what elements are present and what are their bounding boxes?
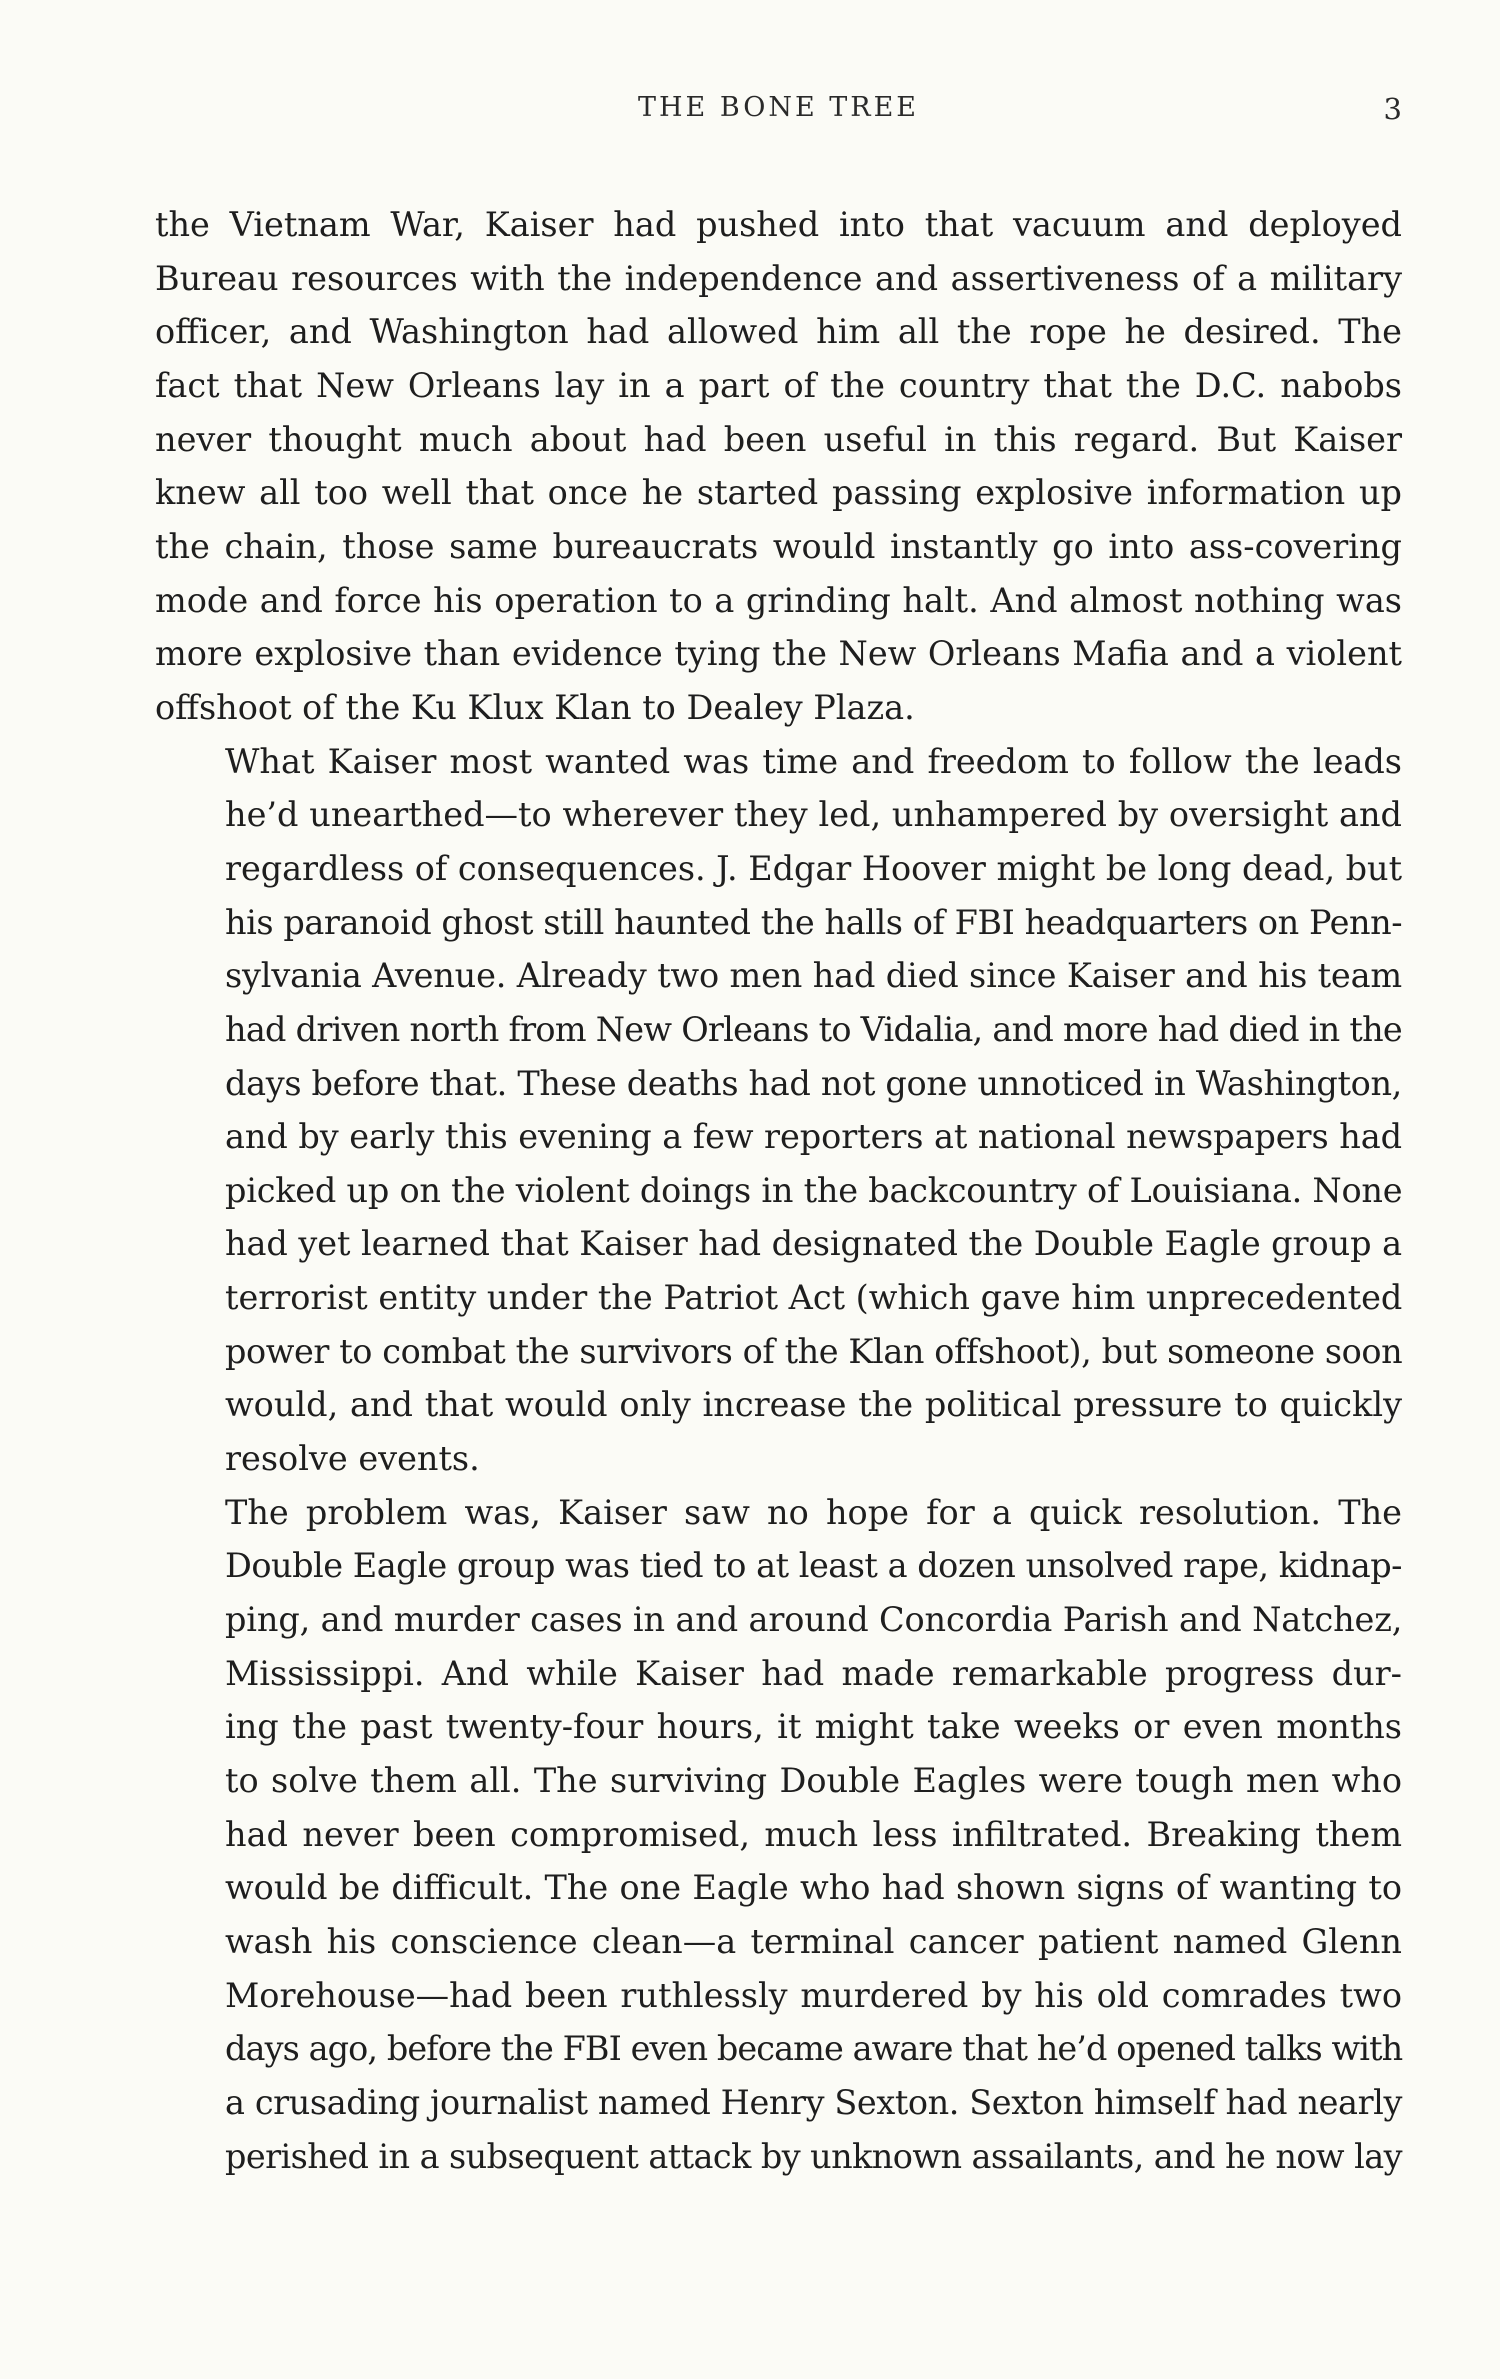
paragraph bbox=[155, 198, 1402, 735]
text-line: officer, and Washington had allowed him all the rope he desired. The bbox=[155, 312, 1402, 352]
text-line: Morehouse—had been ruthlessly murdered by his old comrades two bbox=[225, 1975, 1402, 2015]
text-line: The problem was, Kaiser saw no hope for a quick resolution. The bbox=[225, 1492, 1402, 1532]
text-line: What Kaiser most wanted was time and freedom to follow the leads bbox=[225, 741, 1402, 781]
text-line: resolve events. bbox=[225, 1439, 480, 1479]
text-line: mode and force his operation to a grinding halt. And almost nothing was bbox=[155, 580, 1402, 620]
text-line: power to combat the survivors of the Klan offshoot), but someone soon bbox=[225, 1331, 1403, 1371]
running-header bbox=[155, 92, 1402, 142]
text-line: his paranoid ghost still haunted the halls of FBI headquarters on Penn- bbox=[225, 902, 1403, 942]
text-line: and by early this evening a few reporters at national newspapers had bbox=[225, 1117, 1402, 1157]
text-line: had never been compromised, much less infiltrated. Breaking them bbox=[225, 1814, 1402, 1854]
text-line: the Vietnam War, Kaiser had pushed into that vacuum and deployed bbox=[155, 205, 1402, 244]
paragraph bbox=[155, 735, 1402, 1486]
text-line: fact that New Orleans lay in a part of the country that the D.C. nabobs bbox=[155, 365, 1402, 405]
text-line: days before that. These deaths had not gone unnoticed in Washington, bbox=[225, 1063, 1402, 1103]
text-line: Mississippi. And while Kaiser had made remarkable progress dur- bbox=[225, 1653, 1402, 1693]
page-number: 3 bbox=[1383, 92, 1402, 126]
text-line: offshoot of the Ku Klux Klan to Dealey Plaza. bbox=[155, 687, 915, 727]
text-line: regardless of consequences. J. Edgar Hoover might be long dead, but bbox=[225, 848, 1402, 888]
text-line: ing the past twenty-four hours, it might take weeks or even months bbox=[225, 1707, 1402, 1747]
text-line: to solve them all. The surviving Double Eagles were tough men who bbox=[225, 1761, 1402, 1801]
text-line: picked up on the violent doings in the backcountry of Louisiana. None bbox=[225, 1170, 1403, 1210]
text-line: terrorist entity under the Patriot Act (which gave him unprecedented bbox=[225, 1278, 1403, 1318]
text-line: he’d unearthed—to wherever they led, unhampered by oversight and bbox=[225, 795, 1402, 835]
body-text bbox=[155, 198, 1402, 2183]
text-line: days ago, before the FBI even became aware that he’d opened talks with bbox=[225, 2029, 1403, 2069]
text-line: wash his conscience clean—a terminal cancer patient named Glenn bbox=[225, 1922, 1402, 1961]
text-line: more explosive than evidence tying the New Orleans Mafia and a violent bbox=[155, 634, 1402, 674]
text-line: knew all too well that once he started passing explosive information up bbox=[155, 473, 1402, 513]
text-line: sylvania Avenue. Already two men had died since Kaiser and his team bbox=[225, 956, 1402, 996]
running-title: THE BONE TREE bbox=[638, 92, 919, 123]
text-line: the chain, those same bureaucrats would instantly go into ass-covering bbox=[155, 526, 1402, 566]
text-line: perished in a subsequent attack by unknown assailants, and he now lay bbox=[225, 2136, 1402, 2176]
text-line: had driven north from New Orleans to Vidalia, and more had died in the bbox=[225, 1009, 1402, 1049]
text-line: would, and that would only increase the political pressure to quickly bbox=[225, 1385, 1402, 1425]
text-line: ping, and murder cases in and around Concordia Parish and Natchez, bbox=[225, 1600, 1403, 1640]
text-line: would be difficult. The one Eagle who had shown signs of wanting to bbox=[225, 1868, 1402, 1908]
text-line: Double Eagle group was tied to at least a dozen unsolved rape, kidnap- bbox=[225, 1546, 1402, 1586]
text-line: Bureau resources with the independence and assertiveness of a military bbox=[155, 258, 1402, 298]
paragraph bbox=[155, 1486, 1402, 2184]
text-line: had yet learned that Kaiser had designated the Double Eagle group a bbox=[225, 1224, 1402, 1264]
text-line: a crusading journalist named Henry Sexton. Sexton himself had nearly bbox=[225, 2082, 1402, 2122]
text-line: never thought much about had been useful in this regard. But Kaiser bbox=[155, 419, 1402, 459]
